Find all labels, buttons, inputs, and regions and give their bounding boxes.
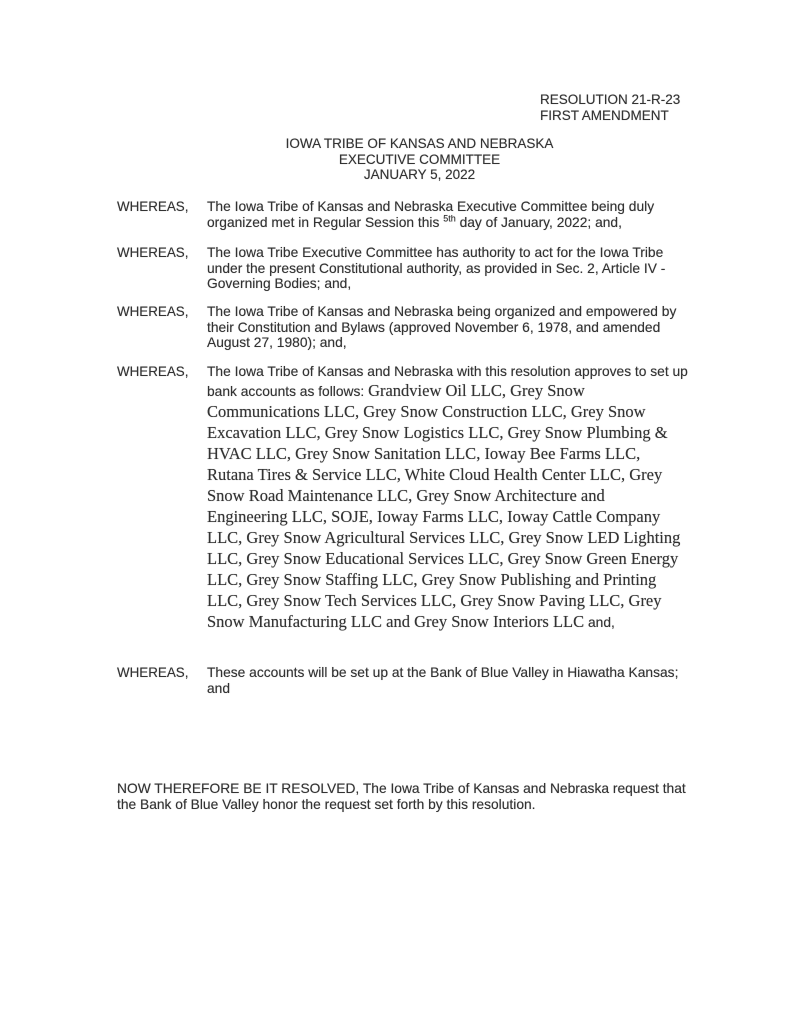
clause-text: The Iowa Tribe Executive Committee has authority to act for the Iowa Tribe under the present Constitutional authority, as provided in Sec. 2, Article IV - Governing Bodies; and,	[207, 245, 666, 291]
whereas-clause-1	[117, 199, 689, 230]
clause-text-segment: and,	[584, 614, 615, 630]
whereas-clause-4	[117, 364, 689, 632]
resolution-number: RESOLUTION 21-R-23	[540, 92, 681, 107]
amendment-line: FIRST AMENDMENT	[540, 107, 669, 123]
meeting-date: JANUARY 5, 2022	[363, 167, 476, 182]
whereas-label: WHEREAS,	[117, 199, 189, 214]
whereas-clause-3	[117, 304, 689, 351]
clause-text-segment: The Iowa Tribe of Kansas and Nebraska Executive Committee being duly organized met in Regular Session this	[207, 199, 655, 230]
whereas-label: WHEREAS,	[117, 304, 189, 319]
whereas-label: WHEREAS,	[117, 665, 189, 680]
clause-text-segment: day of January, 2022; and,	[455, 214, 622, 230]
resolved-paragraph: NOW THEREFORE BE IT RESOLVED, The Iowa Tribe of Kansas and Nebraska request that the Bank of Blue Valley honor the request set forth by this resolution.	[117, 781, 686, 812]
whereas-label: WHEREAS,	[117, 364, 189, 379]
clause-text-segment: The Iowa Tribe of Kansas and Nebraska with this resolution approves to set up bank accounts as follows:	[207, 364, 688, 399]
clause-text	[207, 199, 689, 230]
whereas-label: WHEREAS,	[117, 245, 189, 260]
committee-name: EXECUTIVE COMMITTEE	[338, 151, 501, 167]
resolution-header	[540, 92, 680, 123]
clause-text: The Iowa Tribe of Kansas and Nebraska being organized and empowered by their Constitution and Bylaws (approved November 6, 1978, and amended August 27, 1980); and,	[207, 304, 677, 350]
company-list-text: Grandview Oil LLC, Grey Snow Communications LLC, Grey Snow Construction LLC, Grey Snow Excavation LLC, Grey Snow Logistics LLC, Grey Snow Plumbing & HVAC LLC, Grey Snow Sanitation LLC, Ioway Bee Farms LLC, Rutana Tires & Service LLC, White Cloud Health Center LLC, Grey Snow Road Maintenance LLC, Grey Snow Architecture and Engineering LLC, SOJE, Ioway Farms LLC, Ioway Cattle Company LLC, Grey Snow Agricultural Services LLC, Grey Snow LED Lighting LLC, Grey Snow Educational Services LLC, Grey Snow Green Energy LLC, Grey Snow Staffing LLC, Grey Snow Publishing and Printing LLC, Grey Snow Tech Services LLC, Grey Snow Paving LLC, Grey Snow Manufacturing LLC and Grey Snow Interiors LLC	[207, 380, 681, 631]
organization-name: IOWA TRIBE OF KANSAS AND NEBRASKA	[285, 136, 554, 151]
clause-text: These accounts will be set up at the Bank of Blue Valley in Hiawatha Kansas; and	[207, 665, 679, 696]
clause-text	[207, 364, 689, 632]
document-title-block	[0, 136, 791, 183]
whereas-clause-2	[117, 245, 689, 292]
superscript-ordinal: 5th	[443, 212, 456, 223]
whereas-clause-5	[117, 665, 689, 696]
